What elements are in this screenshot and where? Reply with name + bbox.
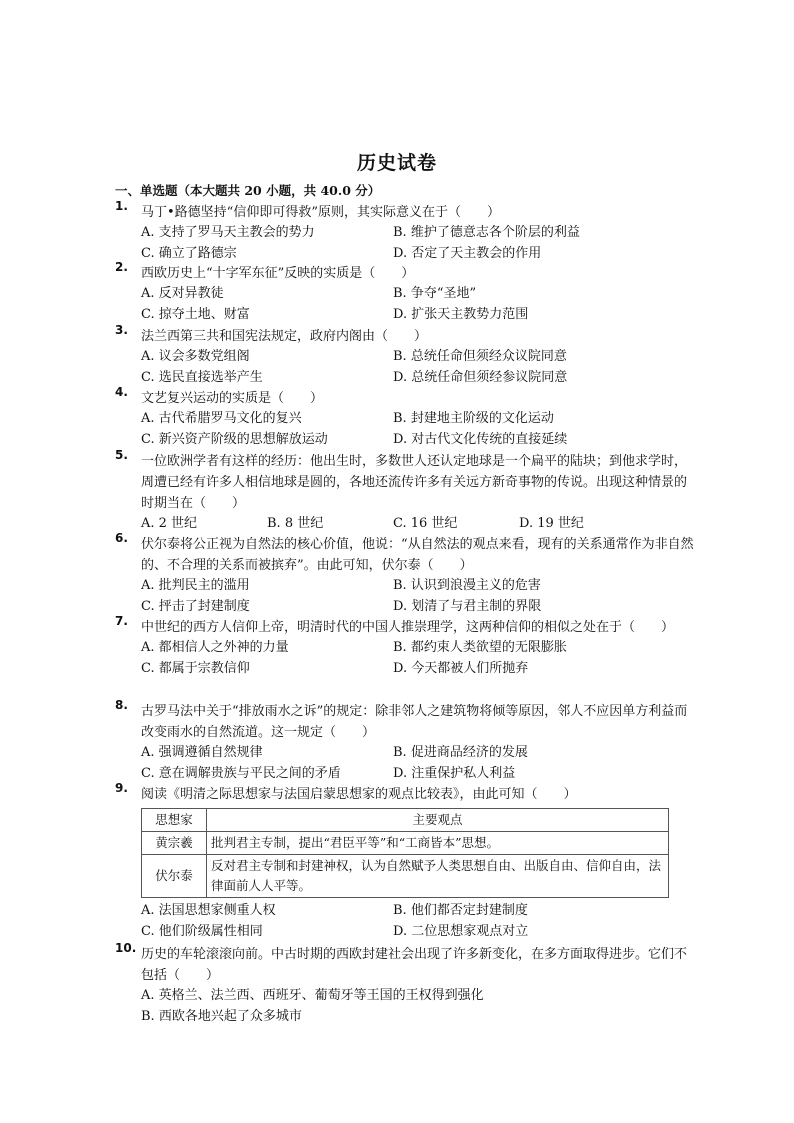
option-a[interactable]: A. 反对异教徒 <box>141 286 224 301</box>
question-stem: 古罗马法中关于“排放雨水之诉”的规定：除非邻人之建筑物将倾等原因，邻人不应因单方利益而改变雨水的自然流道。这一规定（ ） <box>141 704 688 740</box>
question-4 <box>115 385 695 450</box>
option-a[interactable]: A. 强调遵循自然规律 <box>141 745 263 760</box>
question-number: 6. <box>115 531 128 545</box>
question-number: 2. <box>115 260 128 274</box>
question-1 <box>115 199 695 264</box>
question-10 <box>115 941 695 1027</box>
table-cell: 伏尔泰 <box>142 855 207 898</box>
option-d[interactable]: D. 注重保护私人利益 <box>393 765 516 781</box>
option-a[interactable]: A. 批判民主的滥用 <box>141 578 250 593</box>
option-c[interactable]: C. 16 世纪 <box>393 516 458 531</box>
question-stem: 文艺复兴运动的实质是（ ） <box>141 391 324 406</box>
option-d[interactable]: D. 19 世纪 <box>519 516 584 531</box>
question-stem: 法兰西第三共和国宪法规定，政府内阁由（ ） <box>141 329 428 344</box>
question-number: 10. <box>115 941 137 955</box>
table-cell: 批判君主专制，提出“君臣平等”和“工商皆本”思想。 <box>207 832 669 855</box>
question-stem: 中世纪的西方人信仰上帝，明清时代的中国人推崇理学，这两种信仰的相似之处在于（ ） <box>141 620 675 635</box>
page-title: 历史试卷 <box>356 152 437 174</box>
option-c[interactable]: C. 都属于宗教信仰 <box>141 660 250 676</box>
question-number: 4. <box>115 385 128 399</box>
question-3 <box>115 323 695 388</box>
table-cell: 反对君主专制和封建神权，认为自然赋予人类思想自由、出版自由、信仰自由，法律面前人人平等。 <box>207 855 669 898</box>
option-d[interactable]: D. 对古代文化传统的直接延续 <box>393 431 568 447</box>
option-c[interactable]: C. 新兴资产阶级的思想解放运动 <box>141 431 328 447</box>
question-number: 7. <box>115 614 128 628</box>
option-b[interactable]: B. 认识到浪漫主义的危害 <box>393 578 541 593</box>
table-header-cell: 思想家 <box>142 809 207 832</box>
option-b[interactable]: B. 争夺“圣地” <box>393 286 477 301</box>
question-stem: 历史的车轮滚滚向前。中古时期的西欧封建社会出现了许多新变化，在多方面取得进步。它们不包括（ ） <box>141 947 688 983</box>
option-a[interactable]: A. 议会多数党组阁 <box>141 349 250 364</box>
question-2 <box>115 260 695 325</box>
question-stem: 阅读《明清之际思想家与法国启蒙思想家的观点比较表》，由此可知（ ） <box>141 787 577 802</box>
option-c[interactable]: C. 意在调解贵族与平民之间的矛盾 <box>141 765 341 781</box>
question-6 <box>115 531 695 617</box>
section-heading: 一、单选题（本大题共 20 小题，共 40.0 分） <box>115 183 381 198</box>
option-d[interactable]: D. 二位思想家观点对立 <box>393 923 529 939</box>
option-b[interactable]: B. 促进商品经济的发展 <box>393 745 528 760</box>
option-b[interactable]: B. 封建地主阶级的文化运动 <box>393 411 554 426</box>
option-b[interactable]: B. 西欧各地兴起了众多城市 <box>141 1008 302 1024</box>
option-c[interactable]: C. 选民直接选举产生 <box>141 369 263 385</box>
question-5 <box>115 448 695 535</box>
question-number: 1. <box>115 199 128 213</box>
question-stem: 马丁•路德坚持“信仰即可得救”原则，其实际意义在于（ ） <box>141 205 500 220</box>
option-c[interactable]: C. 抨击了封建制度 <box>141 598 250 614</box>
option-b[interactable]: B. 他们都否定封建制度 <box>393 903 528 918</box>
option-a[interactable]: A. 2 世纪 <box>141 516 198 531</box>
question-9 <box>115 781 695 942</box>
option-d[interactable]: D. 否定了天主教会的作用 <box>393 245 542 261</box>
option-b[interactable]: B. 总统任命但须经众议院同意 <box>393 349 567 364</box>
table-header-row <box>142 809 669 832</box>
option-c[interactable]: C. 确立了路德宗 <box>141 245 237 261</box>
option-c[interactable]: C. 掠夺土地、财富 <box>141 306 250 322</box>
question-stem: 一位欧洲学者有这样的经历：他出生时，多数世人还认定地球是一个扁平的陆块；到他求学时，周遭已经有许多人相信地球是圆的，各地还流传许多有关远方新奇事物的传说。出现这种情景的时期当在（ ） <box>141 454 688 511</box>
question-number: 3. <box>115 323 128 337</box>
question-number: 5. <box>115 448 128 462</box>
option-a[interactable]: A. 支持了罗马天主教会的势力 <box>141 225 315 240</box>
table-row <box>142 832 669 855</box>
option-d[interactable]: D. 今天都被人们所抛弃 <box>393 660 529 676</box>
question-stem: 西欧历史上“十字军东征”反映的实质是（ ） <box>141 266 415 281</box>
option-b[interactable]: B. 8 世纪 <box>267 516 324 531</box>
option-a[interactable]: A. 都相信人之外神的力量 <box>141 640 289 655</box>
table-row <box>142 855 669 898</box>
question-8 <box>115 698 695 784</box>
option-a[interactable]: A. 古代希腊罗马文化的复兴 <box>141 411 302 426</box>
question-number: 9. <box>115 781 128 795</box>
option-a[interactable]: A. 法国思想家侧重人权 <box>141 903 276 918</box>
question-7 <box>115 614 695 679</box>
table-cell: 黄宗羲 <box>142 832 207 855</box>
option-d[interactable]: D. 扩张天主教势力范围 <box>393 306 529 322</box>
comparison-table <box>141 808 669 898</box>
option-a[interactable]: A. 英格兰、法兰西、西班牙、葡萄牙等王国的王权得到强化 <box>141 988 484 1003</box>
question-stem: 伏尔泰将公正视为自然法的核心价值，他说：“从自然法的观点来看，现有的关系通常作为非自然的、不合理的关系而被摈弃”。由此可知，伏尔泰（ ） <box>141 537 694 573</box>
option-d[interactable]: D. 总统任命但须经参议院同意 <box>393 369 568 385</box>
option-d[interactable]: D. 划清了与君主制的界限 <box>393 598 542 614</box>
option-b[interactable]: B. 维护了德意志各个阶层的利益 <box>393 225 580 240</box>
question-number: 8. <box>115 698 128 712</box>
option-b[interactable]: B. 都约束人类欲望的无限膨胀 <box>393 640 567 655</box>
table-header-cell: 主要观点 <box>207 809 669 832</box>
option-c[interactable]: C. 他们阶级属性相同 <box>141 923 263 939</box>
